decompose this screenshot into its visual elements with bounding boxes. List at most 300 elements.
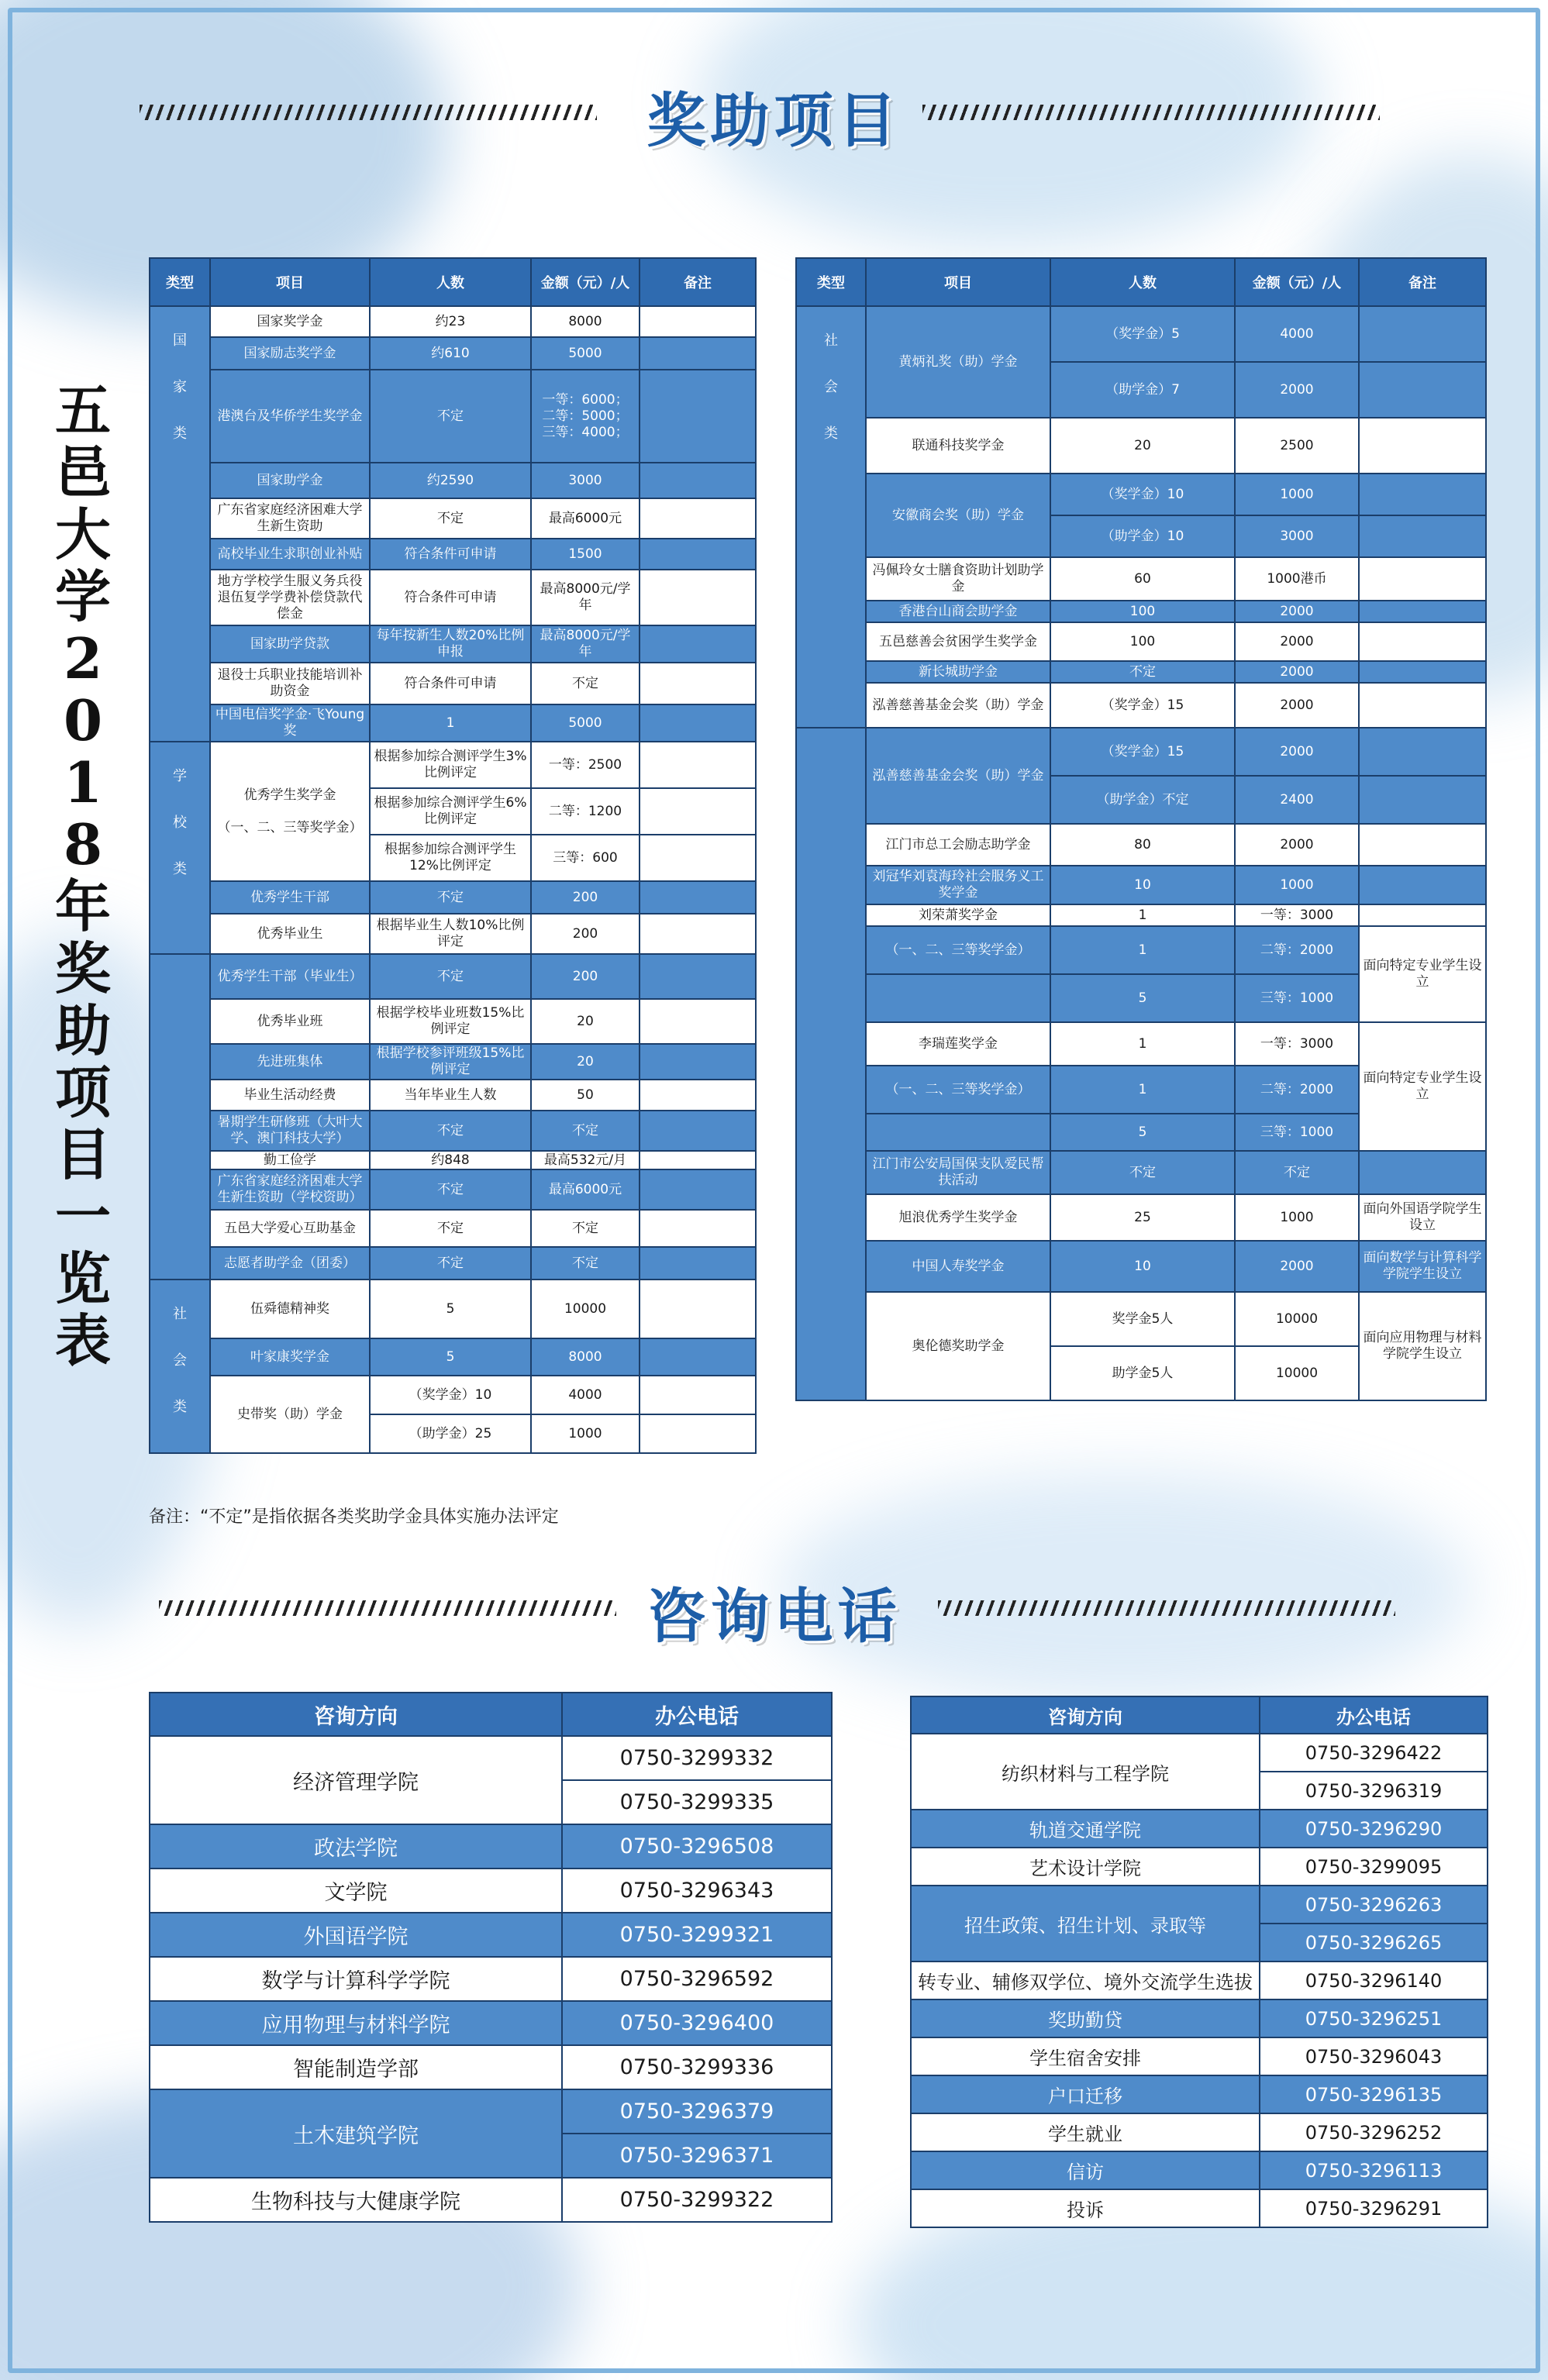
- department-name: 文学院: [150, 1869, 562, 1913]
- item-name: 优秀毕业班: [210, 999, 370, 1044]
- item-name: 李瑞莲奖学金: [866, 1022, 1050, 1066]
- item-name: 先进班集体: [210, 1044, 370, 1080]
- item-name: 泓善慈善基金会奖（助）学金: [866, 683, 1050, 728]
- table-row: [150, 498, 756, 539]
- category-cell: 社 会 类: [150, 1280, 210, 1453]
- recipient-count: （助学金）7: [1050, 362, 1235, 418]
- table-row: [150, 1111, 756, 1151]
- item-name: 五邑慈善会贫困学生奖学金: [866, 622, 1050, 661]
- remark: [640, 881, 756, 914]
- table-row: [796, 1151, 1486, 1194]
- vertical-page-title: 五邑大学2018年奖助项目一览表: [54, 377, 111, 1373]
- amount-per-person: 一等：6000； 二等：5000； 三等：4000；: [531, 370, 640, 463]
- table-row: [796, 661, 1486, 683]
- column-header: 类型: [796, 258, 866, 306]
- table-row: [150, 370, 756, 463]
- amount-per-person: 2500: [1235, 418, 1359, 474]
- remark: [640, 337, 756, 370]
- amount-per-person: 不定: [531, 663, 640, 704]
- category-cell: 国 家 类: [150, 306, 210, 742]
- office-phone: 0750-3296140: [1260, 1962, 1488, 1999]
- table-row: [150, 2045, 832, 2089]
- recipient-count: （助学金）25: [370, 1414, 531, 1453]
- amount-per-person: 2000: [1235, 362, 1359, 418]
- table-row: [150, 570, 756, 625]
- department-name: 奖助勤贷: [911, 1999, 1260, 2037]
- amount-per-person: 最高8000元/学年: [531, 570, 640, 625]
- item-name: 优秀学生奖学金 （一、二、三等奖学金）: [210, 742, 370, 881]
- amount-per-person: 10000: [531, 1280, 640, 1338]
- recipient-count: 符合条件可申请: [370, 663, 531, 704]
- table-row: [796, 1241, 1486, 1292]
- recipient-count: 符合条件可申请: [370, 570, 531, 625]
- remark: [640, 788, 756, 835]
- office-phone: 0750-3296043: [1260, 2037, 1488, 2075]
- contact-table-right: [910, 1696, 1488, 2228]
- table-row: [796, 904, 1486, 926]
- department-name: 经济管理学院: [150, 1736, 562, 1824]
- table-row: [796, 824, 1486, 866]
- column-header: 备注: [1359, 258, 1486, 306]
- column-header: 类型: [150, 258, 210, 306]
- amount-per-person: 20: [531, 999, 640, 1044]
- recipient-count: （奖学金）15: [1050, 728, 1235, 776]
- remark: 面向特定专业学生设立: [1359, 926, 1486, 1022]
- amount-per-person: 二等：2000: [1235, 1066, 1359, 1114]
- amount-per-person: 10000: [1235, 1346, 1359, 1400]
- item-name: 香港台山商会助学金: [866, 601, 1050, 622]
- header-decoration-right: [922, 105, 1380, 120]
- recipient-count: 1: [1050, 904, 1235, 926]
- item-name: 新长城助学金: [866, 661, 1050, 683]
- recipient-count: 不定: [370, 1169, 531, 1210]
- column-header: 金额（元）/人: [531, 258, 640, 306]
- recipient-count: 不定: [370, 1210, 531, 1247]
- remark: [1359, 418, 1486, 474]
- item-name: 地方学校学生服义务兵役退伍复学学费补偿贷款代偿金: [210, 570, 370, 625]
- item-name: 优秀学生干部: [210, 881, 370, 914]
- item-name: 安徽商会奖（助）学金: [866, 474, 1050, 557]
- department-name: 学生就业: [911, 2113, 1260, 2151]
- remark: [640, 625, 756, 663]
- contact-section-title: 咨询电话: [646, 1582, 902, 1651]
- remark: [640, 704, 756, 742]
- table-row: [911, 1734, 1488, 1772]
- table-row: [796, 306, 1486, 362]
- remark: [640, 1151, 756, 1169]
- item-name: 高校毕业生求职创业补贴: [210, 539, 370, 570]
- remark: [640, 954, 756, 999]
- recipient-count: 根据毕业生人数10%比例评定: [370, 914, 531, 954]
- recipient-count: 60: [1050, 557, 1235, 601]
- table-row: [150, 463, 756, 498]
- table-row: [911, 1810, 1488, 1848]
- amount-per-person: 1500: [531, 539, 640, 570]
- item-name: 冯佩玲女士膳食资助计划助学金: [866, 557, 1050, 601]
- office-phone: 0750-3296343: [562, 1869, 832, 1913]
- recipient-count: 1: [1050, 1022, 1235, 1066]
- recipient-count: 根据学校毕业班数15%比例评定: [370, 999, 531, 1044]
- department-name: 数学与计算科学学院: [150, 1957, 562, 2001]
- department-name: 艺术设计学院: [911, 1848, 1260, 1886]
- item-name: 黄炳礼奖（助）学金: [866, 306, 1050, 418]
- recipient-count: 不定: [1050, 1151, 1235, 1194]
- amount-per-person: 4000: [531, 1376, 640, 1414]
- amount-per-person: 不定: [1235, 1151, 1359, 1194]
- remark: [1359, 866, 1486, 904]
- amount-per-person: 2000: [1235, 728, 1359, 776]
- remark: [640, 570, 756, 625]
- department-name: 应用物理与材料学院: [150, 2001, 562, 2045]
- amount-per-person: 2000: [1235, 1241, 1359, 1292]
- table-row: [150, 1736, 832, 1780]
- table-row: [150, 1957, 832, 2001]
- recipient-count: 100: [1050, 622, 1235, 661]
- category-cell: 社 会 类: [796, 306, 866, 728]
- department-name: 户口迁移: [911, 2075, 1260, 2113]
- table-row: [796, 926, 1486, 974]
- table-row: [796, 557, 1486, 601]
- column-header: 人数: [1050, 258, 1235, 306]
- amount-per-person: 2000: [1235, 622, 1359, 661]
- recipient-count: 约848: [370, 1151, 531, 1169]
- department-name: 政法学院: [150, 1824, 562, 1869]
- recipient-count: 5: [1050, 974, 1235, 1022]
- table-row: [911, 1999, 1488, 2037]
- table-row: [150, 2178, 832, 2222]
- recipient-count: 每年按新生人数20%比例申报: [370, 625, 531, 663]
- category-cell: 学 校 类: [150, 742, 210, 954]
- remark: [640, 1169, 756, 1210]
- remark: [640, 463, 756, 498]
- table-row: [796, 1292, 1486, 1346]
- column-header: 金额（元）/人: [1235, 258, 1359, 306]
- item-name: 旭浪优秀学生奖学金: [866, 1194, 1050, 1241]
- table-row: [150, 1824, 832, 1869]
- recipient-count: 10: [1050, 866, 1235, 904]
- recipient-count: 助学金5人: [1050, 1346, 1235, 1400]
- table-row: [150, 742, 756, 788]
- amount-per-person: 一等：3000: [1235, 904, 1359, 926]
- remark: [1359, 557, 1486, 601]
- remark: [640, 306, 756, 337]
- recipient-count: 不定: [370, 881, 531, 914]
- awards-section-header: [0, 74, 1548, 155]
- category-cell: [150, 954, 210, 1280]
- remark: [640, 1376, 756, 1414]
- item-name: （一、二、三等奖学金）: [866, 926, 1050, 974]
- table-row: [150, 2089, 832, 2134]
- office-phone: 0750-3296290: [1260, 1810, 1488, 1848]
- remark: [640, 663, 756, 704]
- recipient-count: 5: [370, 1338, 531, 1376]
- office-phone: 0750-3299322: [562, 2178, 832, 2222]
- recipient-count: 约610: [370, 337, 531, 370]
- recipient-count: 25: [1050, 1194, 1235, 1241]
- remark: 面向数学与计算科学学院学生设立: [1359, 1241, 1486, 1292]
- item-name: 优秀学生干部（毕业生）: [210, 954, 370, 999]
- remark: [640, 999, 756, 1044]
- amount-per-person: 1000港币: [1235, 557, 1359, 601]
- table-row: [796, 622, 1486, 661]
- amount-per-person: 10000: [1235, 1292, 1359, 1346]
- recipient-count: 5: [1050, 1114, 1235, 1151]
- recipient-count: 约2590: [370, 463, 531, 498]
- table-row: [911, 1848, 1488, 1886]
- amount-per-person: 3000: [531, 463, 640, 498]
- category-cell: [796, 728, 866, 1400]
- remark: [640, 1080, 756, 1111]
- amount-per-person: 三等：1000: [1235, 1114, 1359, 1151]
- item-name: 志愿者助学金（团委）: [210, 1247, 370, 1280]
- item-name: 国家助学贷款: [210, 625, 370, 663]
- recipient-count: 当年毕业生人数: [370, 1080, 531, 1111]
- office-phone: 0750-3299095: [1260, 1848, 1488, 1886]
- amount-per-person: 200: [531, 914, 640, 954]
- remark: [1359, 824, 1486, 866]
- amount-per-person: 2000: [1235, 824, 1359, 866]
- amount-per-person: 200: [531, 954, 640, 999]
- table-row: [150, 306, 756, 337]
- item-name: 奥伦德奖助学金: [866, 1292, 1050, 1400]
- amount-per-person: 20: [531, 1044, 640, 1080]
- amount-per-person: 最高532元/月: [531, 1151, 640, 1169]
- remark: [640, 914, 756, 954]
- table-row: [150, 2001, 832, 2045]
- column-header: 备注: [640, 258, 756, 306]
- item-name: 泓善慈善基金会奖（助）学金: [866, 728, 1050, 824]
- table-row: [150, 539, 756, 570]
- recipient-count: （奖学金）15: [1050, 683, 1235, 728]
- remark: [640, 498, 756, 539]
- table-row: [796, 601, 1486, 622]
- table-row: [796, 474, 1486, 515]
- office-phone: 0750-3296113: [1260, 2151, 1488, 2189]
- item-name: 江门市公安局国保支队爱民帮扶活动: [866, 1151, 1050, 1194]
- table-row: [150, 704, 756, 742]
- table-row: [150, 1913, 832, 1957]
- table-row: [150, 1210, 756, 1247]
- remark: [640, 370, 756, 463]
- awards-table-right: [795, 257, 1487, 1401]
- table-row: [150, 1169, 756, 1210]
- amount-per-person: 不定: [531, 1210, 640, 1247]
- office-phone: 0750-3299321: [562, 1913, 832, 1957]
- remark: [640, 1044, 756, 1080]
- amount-per-person: 二等：1200: [531, 788, 640, 835]
- recipient-count: 1: [1050, 1066, 1235, 1114]
- column-header: 办公电话: [1260, 1696, 1488, 1734]
- amount-per-person: 不定: [531, 1111, 640, 1151]
- office-phone: 0750-3296265: [1260, 1924, 1488, 1962]
- item-name: 国家励志奖学金: [210, 337, 370, 370]
- table-row: [796, 1194, 1486, 1241]
- recipient-count: 根据参加综合测评学生6%比例评定: [370, 788, 531, 835]
- item-name: [866, 974, 1050, 1022]
- amount-per-person: 2000: [1235, 683, 1359, 728]
- table-row: [911, 2113, 1488, 2151]
- table-row: [150, 1151, 756, 1169]
- remark: 面向应用物理与材料学院学生设立: [1359, 1292, 1486, 1400]
- item-name: 联通科技奖学金: [866, 418, 1050, 474]
- amount-per-person: 2000: [1235, 601, 1359, 622]
- amount-per-person: 2400: [1235, 776, 1359, 824]
- item-name: 刘荣萧奖学金: [866, 904, 1050, 926]
- amount-per-person: 5000: [531, 704, 640, 742]
- amount-per-person: 一等：2500: [531, 742, 640, 788]
- item-name: 退役士兵职业技能培训补助资金: [210, 663, 370, 704]
- item-name: 国家助学金: [210, 463, 370, 498]
- department-name: 信访: [911, 2151, 1260, 2189]
- department-name: 投诉: [911, 2189, 1260, 2227]
- item-name: 伍舜德精神奖: [210, 1280, 370, 1338]
- table-row: [796, 418, 1486, 474]
- item-name: 广东省家庭经济困难大学生新生资助: [210, 498, 370, 539]
- remark: [640, 1280, 756, 1338]
- table-row: [796, 728, 1486, 776]
- amount-per-person: 5000: [531, 337, 640, 370]
- column-header: 办公电话: [562, 1693, 832, 1736]
- department-name: 生物科技与大健康学院: [150, 2178, 562, 2222]
- remark: [1359, 728, 1486, 776]
- recipient-count: 80: [1050, 824, 1235, 866]
- table-row: [150, 625, 756, 663]
- table-row: [796, 683, 1486, 728]
- office-phone: 0750-3299332: [562, 1736, 832, 1780]
- awards-section-title: 奖助项目: [646, 86, 902, 155]
- recipient-count: 5: [370, 1280, 531, 1338]
- department-name: 外国语学院: [150, 1913, 562, 1957]
- office-phone: 0750-3296371: [562, 2134, 832, 2178]
- office-phone: 0750-3296263: [1260, 1886, 1488, 1924]
- remark: [1359, 362, 1486, 418]
- table-row: [150, 663, 756, 704]
- amount-per-person: 3000: [1235, 515, 1359, 557]
- table-row: [150, 999, 756, 1044]
- column-header: 咨询方向: [150, 1693, 562, 1736]
- column-header: 项目: [210, 258, 370, 306]
- item-name: （一、二、三等奖学金）: [866, 1066, 1050, 1114]
- remark: [640, 1247, 756, 1280]
- office-phone: 0750-3296319: [1260, 1772, 1488, 1810]
- amount-per-person: 三等：1000: [1235, 974, 1359, 1022]
- recipient-count: 不定: [1050, 661, 1235, 683]
- amount-per-person: 最高8000元/学年: [531, 625, 640, 663]
- recipient-count: 约23: [370, 306, 531, 337]
- recipient-count: 不定: [370, 1111, 531, 1151]
- recipient-count: 10: [1050, 1241, 1235, 1292]
- amount-per-person: 50: [531, 1080, 640, 1111]
- recipient-count: 100: [1050, 601, 1235, 622]
- office-phone: 0750-3296422: [1260, 1734, 1488, 1772]
- item-name: 刘冠华刘袁海玲社会服务义工奖学金: [866, 866, 1050, 904]
- remark: [1359, 474, 1486, 515]
- table-row: [911, 2075, 1488, 2113]
- remark: [1359, 306, 1486, 362]
- remark: [1359, 515, 1486, 557]
- recipient-count: 不定: [370, 370, 531, 463]
- remark: [640, 1210, 756, 1247]
- recipient-count: 1: [1050, 926, 1235, 974]
- item-name: 暑期学生研修班（大叶大学、澳门科技大学）: [210, 1111, 370, 1151]
- recipient-count: （助学金）10: [1050, 515, 1235, 557]
- department-name: 轨道交通学院: [911, 1810, 1260, 1848]
- amount-per-person: 不定: [531, 1247, 640, 1280]
- remark: [1359, 683, 1486, 728]
- amount-per-person: 1000: [531, 1414, 640, 1453]
- table-row: [150, 954, 756, 999]
- table-row: [796, 1022, 1486, 1066]
- remark: [640, 835, 756, 881]
- recipient-count: （奖学金）10: [370, 1376, 531, 1414]
- remark: [1359, 601, 1486, 622]
- table-row: [150, 1376, 756, 1414]
- item-name: 叶家康奖学金: [210, 1338, 370, 1376]
- office-phone: 0750-3296508: [562, 1824, 832, 1869]
- table-row: [150, 1247, 756, 1280]
- recipient-count: 不定: [370, 498, 531, 539]
- table-row: [150, 1869, 832, 1913]
- remark: [640, 539, 756, 570]
- office-phone: 0750-3296400: [562, 2001, 832, 2045]
- table-row: [911, 1886, 1488, 1924]
- recipient-count: 根据参加综合测评学生12%比例评定: [370, 835, 531, 881]
- amount-per-person: 8000: [531, 306, 640, 337]
- recipient-count: （奖学金）5: [1050, 306, 1235, 362]
- remark: [640, 1338, 756, 1376]
- recipient-count: 根据参加综合测评学生3%比例评定: [370, 742, 531, 788]
- contact-table-left: [149, 1692, 833, 2223]
- department-name: 招生政策、招生计划、录取等: [911, 1886, 1260, 1962]
- department-name: 智能制造学部: [150, 2045, 562, 2089]
- department-name: 土木建筑学院: [150, 2089, 562, 2178]
- recipient-count: 不定: [370, 1247, 531, 1280]
- item-name: 中国人寿奖学金: [866, 1241, 1050, 1292]
- remark: [1359, 622, 1486, 661]
- amount-per-person: 一等：3000: [1235, 1022, 1359, 1066]
- table-row: [150, 914, 756, 954]
- amount-per-person: 8000: [531, 1338, 640, 1376]
- table-row: [150, 881, 756, 914]
- remark: 面向特定专业学生设立: [1359, 1022, 1486, 1151]
- office-phone: 0750-3296251: [1260, 1999, 1488, 2037]
- department-name: 学生宿舍安排: [911, 2037, 1260, 2075]
- office-phone: 0750-3299335: [562, 1780, 832, 1824]
- item-name: 广东省家庭经济困难大学生新生资助（学校资助）: [210, 1169, 370, 1210]
- office-phone: 0750-3296252: [1260, 2113, 1488, 2151]
- header-decoration-right: [938, 1600, 1395, 1616]
- item-name: 港澳台及华侨学生奖学金: [210, 370, 370, 463]
- table-row: [150, 337, 756, 370]
- table-row: [911, 2037, 1488, 2075]
- recipient-count: 符合条件可申请: [370, 539, 531, 570]
- recipient-count: 1: [370, 704, 531, 742]
- table-row: [150, 1280, 756, 1338]
- remark: 面向外国语学院学生设立: [1359, 1194, 1486, 1241]
- table-row: [911, 2189, 1488, 2227]
- recipient-count: 20: [1050, 418, 1235, 474]
- column-header: 咨询方向: [911, 1696, 1260, 1734]
- item-name: 国家奖学金: [210, 306, 370, 337]
- department-name: 纺织材料与工程学院: [911, 1734, 1260, 1810]
- amount-per-person: 1000: [1235, 866, 1359, 904]
- item-name: 勤工俭学: [210, 1151, 370, 1169]
- footnote: 备注：“不定”是指依据各类奖助学金具体实施办法评定: [149, 1507, 559, 1527]
- office-phone: 0750-3296379: [562, 2089, 832, 2134]
- remark: [1359, 661, 1486, 683]
- recipient-count: 不定: [370, 954, 531, 999]
- office-phone: 0750-3296592: [562, 1957, 832, 2001]
